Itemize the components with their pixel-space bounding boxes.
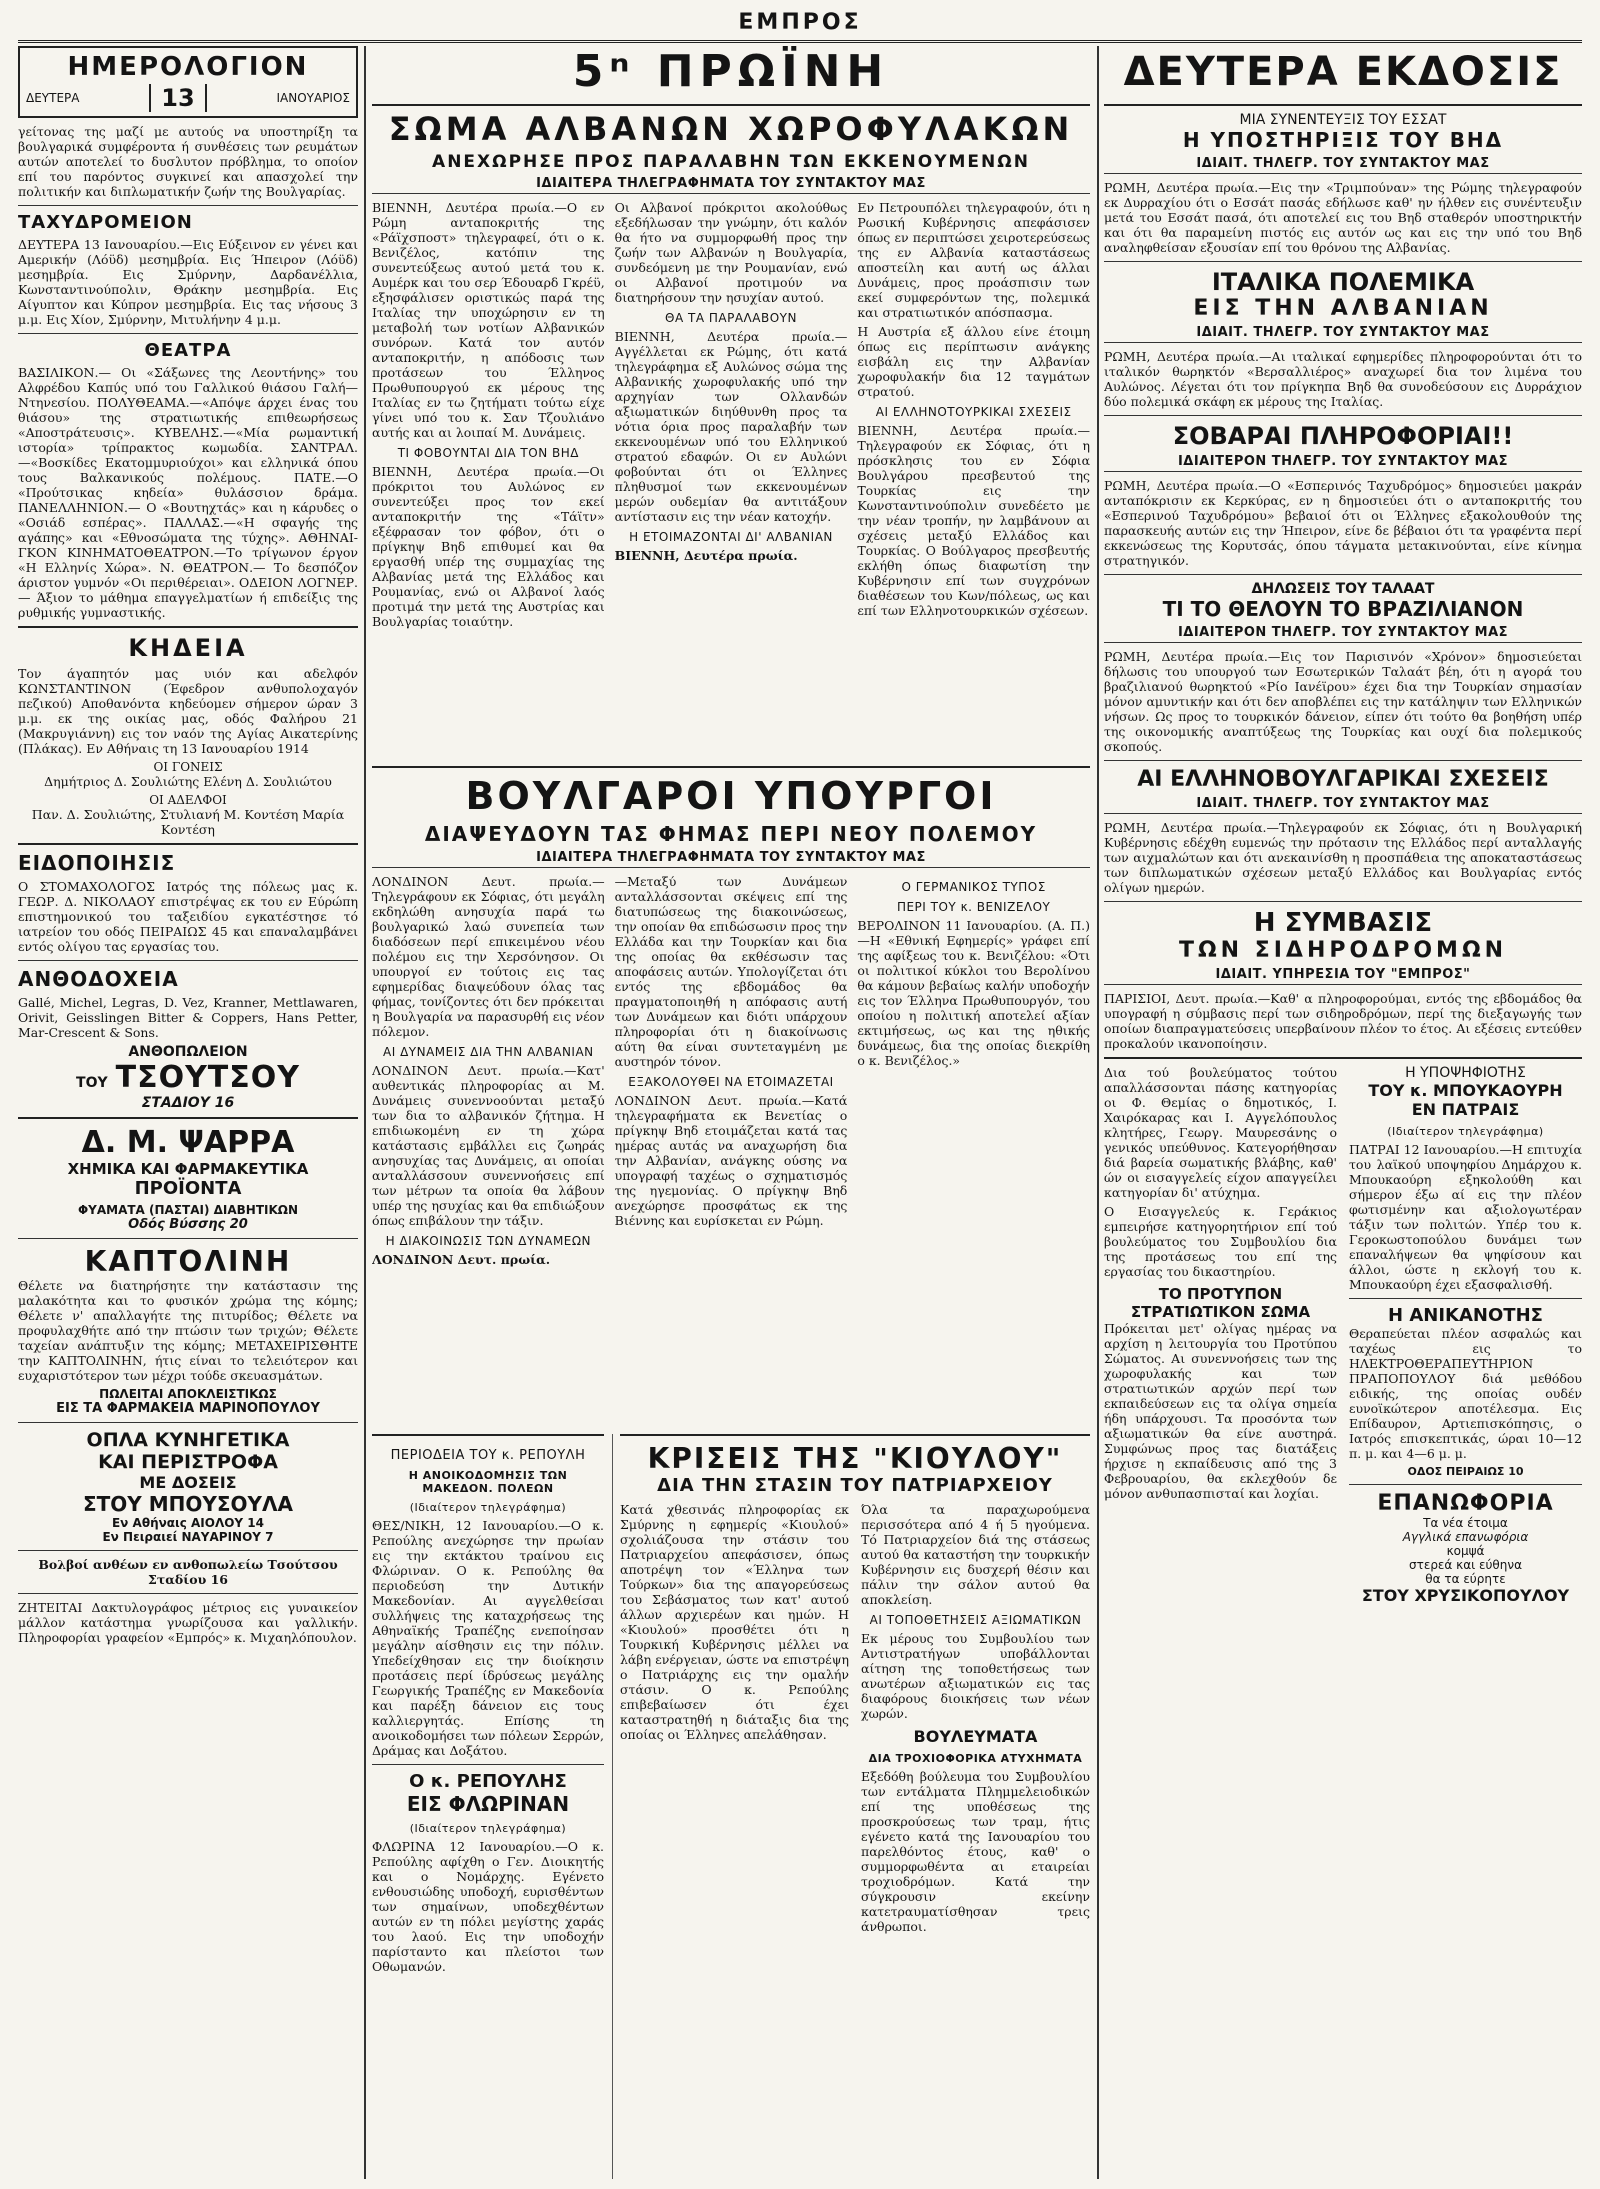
pharmacy-address: Οδός Βύσσης 20 [128, 1217, 248, 1232]
bulgar-subheadline: ΔΙΑΨΕΥΔΟΥΝ ΤΑΣ ΦΗΜΑΣ ΠΕΡΙ ΝΕΟΥ ΠΟΛΕΜΟΥ [424, 822, 1038, 846]
albania-text-c: Εν Πετρουπόλει τηλεγραφούν, ότι η Ρωσική Κυβέρνησις απεφάσισεν όπως εν περιπτώσει χειροτερεύσεως της εν Αλβανία καταστάσεως αποστείλη και αυτή ως άλλαι Δυνάμεις, προς προάσπισιν των εκεί συμφερόντων της, πολεμικά και στρατιωτικόν απόσπασμα. [857, 200, 1090, 320]
masthead [0, 0, 1600, 42]
pharmacy-name: Δ. Μ. ΨΑΡΡΑ [81, 1125, 295, 1160]
repoulis2-title-1: Ο κ. ΡΕΠΟΥΛΗΣ [409, 1771, 567, 1792]
army-headline-1: ΤΟ ΠΡΟΤΥΠΟΝ [1158, 1285, 1283, 1303]
crisis-text-b3: Εξεδόθη βούλευμα του Συμβουλίου των εντάλματα Πλημμελειοδικών επί της υποθέσεως της προσκρούσεως των τραμ, ήτις εγένετο κατά της Ιανουαρίου του παρελθόντος έτους, καθ' ο συμμορφωθέντα αι εταιρείαι τροχιοδρόμων. Κατά την σύγκρουσιν εκείνην κατετραυματίσθησαν τρεις άνθρωποι. [861, 1769, 1090, 1934]
guns-line-1: ΟΠΛΑ ΚΥΝΗΓΕΤΙΚΑ [86, 1429, 290, 1451]
repoulis-title-2: Η ΑΝΟΙΚΟΔΟΜΗΣΙΣ ΤΩΝ ΜΑΚΕΔΟΝ. ΠΟΛΕΩΝ [408, 1469, 568, 1495]
repoulis2-text: ΦΛΩΡΙΝΑ 12 Ιανουαρίου.—Ο κ. Ρεπούλης αφίχθη ο Γεν. Διοικητής και ο Νομάρχης. Εγένετο ενθουσιώδης υποδοχή, ευρισθέντων των σημαίνων, υποδεχθέντων αυτών εν τη πόλει μεγίστης χαράς του λαού. Εις την υποδοχήν παρίσταντο και πλείστοι των Οθωμανών. [372, 1839, 604, 1974]
bulgar-text-c: ΒΕΡΟΛΙΝΟΝ 11 Ιανουαρίου. (Α. Π.)—Η «Εθνική Εφημερίς» γράφει επί της αφίξεως του κ. Βενιζέλου: «Ότι οι πολιτικοί κύκλοι του Βερολίνου θα κάμουν βεβαίως καλήν υποδοχήν εις τον Έλληνα Πρωθυπουργόν, του οποίου η πολιτική αποτελεί αξίαν εκτιμήσεως, ως και της ηθικής δυνάμεως, δια της οποίας διεκρίθη ο κ. Βενιζέλος.» [857, 918, 1090, 1068]
kaptoline-sold: ΠΩΛΕΙΤΑΙ ΑΠΟΚΛΕΙΣΤΙΚΩΣ [99, 1387, 277, 1401]
albania-text-c-note: Η Αυστρία εξ άλλου είνε έτοιμη όπως εις περίπτωσιν ανάγκης εισβάλη εις την Αλβανίαν χωροφυλακήν δια 12 ταγμάτων στρατού. [857, 324, 1090, 399]
flower-shop-address: ΣΤΑΔΙΟΥ 16 [141, 1095, 235, 1111]
essat-headline: Η ΥΠΟΣΤΗΡΙΞΙΣ ΤΟΥ ΒΗΔ [1182, 128, 1504, 152]
bulgar-subhead-a: ΑΙ ΔΥΝΑΜΕΙΣ ΔΙΑ ΤΗΝ ΑΛΒΑΝΙΑΝ [383, 1045, 594, 1059]
talaat-headline: ΤΙ ΤΟ ΘΕΛΟΥΝ ΤΟ ΒΡΑΖΙΛΙΑΝΟΝ [1162, 597, 1524, 621]
candidate-note: (Ιδιαίτερον τηλεγράφημα) [1387, 1125, 1544, 1138]
flower-shop-name: ΤΣΟΥΤΣΟΥ [115, 1060, 300, 1095]
repoulis-note: (Ιδιαίτερον τηλεγράφημα) [409, 1501, 567, 1514]
albania-text-a2: ΒΙΕΝΝΗ, Δευτέρα πρωία.—Οι πρόκριτοι του Αυλώνος εν συνεντεύξει προς τον εκεί ανταποκριτήν της «Τάϊτν» εξέφρασαν τον φόβον, ότι ο πρίγκηψ Βηδ επιθυμεί και θα εργασθή υπέρ της συμμαχίας της Αλβανίας μετά της Ελλάδος και Ρουμανίας, ενώ οι Αλβανοί λαός προτιμά την μετά της Αυστρίας και Βουλγαρίας τοιαύτην. [372, 464, 605, 629]
bulgar-text-a2: ΛΟΝΔΙΝΟΝ Δευτ. πρωία.—Κατ' αυθεντικάς πληροφορίας αι Μ. Δυνάμεις συνεννοούνται μεταξύ των δια το αλβανικόν ζήτημα. Η επιδιωκομένη εν τη χώρα κατάστασις εμβάλλει εις ζωηράς ανησυχίας τας Δυνάμεις, αι οποίαι ανταλλάσσουν συνεννοήσεις επί των μέτρων τα οποία θα λάβουν υπέρ της ησυχίας και θα επιδιώξουν όπως επιβάλουν την τάξιν. [372, 1063, 605, 1228]
italian-text: ΡΩΜΗ, Δευτέρα πρωία.—Αι ιταλικαί εφημερίδες πληροφορούνται ότι το ιταλικόν θωρηκτόν «Βερσαλλιέρος» αναχωρεί δια τον λιμένα του Αυλώνος. Λέγεται ότι τον πρίγκηπα Βηδ θα συνοδεύσουν εις Δυρράχιον δύο πολεμικά σκάφη εκ μέρους της Ιταλίας. [1104, 349, 1582, 409]
serious-wire: ΙΔΙΑΙΤΕΡΟΝ ΤΗΛΕΓΡ. ΤΟΥ ΣΥΝΤΑΚΤΟΥ ΜΑΣ [1104, 454, 1582, 472]
guns-line-3: ΜΕ ΔΟΣΕΙΣ [139, 1473, 237, 1492]
overcoats-line-3: κομψά [1446, 1544, 1485, 1558]
bulgar-subhead-c1: Ο ΓΕΡΜΑΝΙΚΟΣ ΤΥΠΟΣ [901, 880, 1046, 894]
albania-subheadline: ΑΝΕΧΩΡΗΣΕ ΠΡΟΣ ΠΑΡΑΛΑΒΗΝ ΤΩΝ ΕΚΚΕΝΟΥΜΕΝΩΝ [432, 152, 1030, 172]
overcoats-line-1: Τα νέα έτοιμα [1423, 1516, 1508, 1530]
column-rule [364, 46, 366, 2179]
guns-line-2: ΚΑΙ ΠΕΡΙΣΤΡΟΦΑ [98, 1451, 278, 1473]
overcoats-line-4: στερεά και εύθηνα [1409, 1558, 1522, 1572]
florists-text: Gallé, Michel, Legras, D. Vez, Kranner, Mettlawaren, Orivit, Geisslingen Bitter & Coppers, Hans Petter, Mar-Crescent & Sons. [18, 995, 358, 1040]
albania-subhead-c: ΑΙ ΕΛΛΗΝΟΤΟΥΡΚΙΚΑΙ ΣΧΕΣΕΙΣ [875, 405, 1072, 419]
albania-subhead-b3: Η ΕΤΟΙΜΑΖΟΝΤΑΙ ΔΙ' ΑΛΒΑΝΙΑΝ [629, 530, 833, 544]
rail-text: ΠΑΡΙΣΙΟΙ, Δευτ. πρωία.—Καθ' α πληροφορούμαι, εντός της εβδομάδος θα υπογραφή η σύμβασις περί των σιδηροδρόμων, περί της διεξαγωγής των οποίων διαπραγματεύσεις υπερβαίνουν πλέον το έτος. Αι εξέσεις εντεύθεν προκαλούν ικανοποίησιν. [1104, 991, 1582, 1051]
incapacity-address: ΟΔΟΣ ΠΕΙΡΑΙΩΣ 10 [1407, 1465, 1524, 1478]
florists-title: ΑΝΘΟΔΟΧΕΙΑ [18, 967, 179, 991]
overcoats-line-5: θα τα εύρητε [1425, 1572, 1506, 1586]
second-edition-title: ΔΕΥΤΕΡΑ ΕΚΔΟΣΙΣ [1123, 49, 1563, 95]
bulgar-story [372, 766, 1090, 1434]
council-text: Δια τού βουλεύματος τούτου απαλλάσσονται πάσης κατηγορίας οι Φ. Θεμίας ο δημοτικός, Ι. Χαιρόκαρας και Ι. Αγγελόπουλος κλητήρες, Γεωργ. Μαυρεσάνης ο γενικός υπεύθυνος. Κατεγορήθησαν διά βαρεία σωματικής βλάβης, καθ' ών οι εισαγγελείς είχον απαγγείλει κατηγορίαν δι' ατύχημα. [1104, 1065, 1337, 1200]
kaptoline-where: ΕΙΣ ΤΑ ΦΑΡΜΑΚΕΙΑ ΜΑΡΙΝΟΠΟΥΛΟΥ [56, 1401, 320, 1416]
italian-wire: ΙΔΙΑΙΤ. ΤΗΛΕΓΡ. ΤΟΥ ΣΥΝΤΑΚΤΟΥ ΜΑΣ [1104, 325, 1582, 343]
essat-wire: ΙΔΙΑΙΤ. ΤΗΛΕΓΡ. ΤΟΥ ΣΥΝΤΑΚΤΟΥ ΜΑΣ [1104, 156, 1582, 174]
talaat-wire: ΙΔΙΑΙΤΕΡΟΝ ΤΗΛΕΓΡ. ΤΟΥ ΣΥΝΤΑΚΤΟΥ ΜΑΣ [1104, 625, 1582, 643]
crisis-subhead-b: ΑΙ ΤΟΠΟΘΕΤΗΣΕΙΣ ΑΞΙΩΜΑΤΙΚΩΝ [869, 1613, 1082, 1627]
army-text: Πρόκειται μετ' ολίγας ημέρας να αρχίση η λειτουργία του Προτύπου Σώματος. Αι συνεννοήσεις των της χωροφυλακής και των στρατιωτικών αρχών περί των εκπαιδεύσεων εις τα ολίγα σημεία ήδη υπάρχουσι. Τα προσόντα των αξιωματικών θα είνε αυστηρά. Συμφώνως προς τας διατάξεις ήρχισε η εκπαίδευσις από της 3 Φεβρουαρίου, θα εκλεχθούν δε μόνον ανθυπασπισταί και λοχίαι. [1104, 1321, 1337, 1501]
albania-story [372, 110, 1090, 760]
funeral-siblings: Παν. Δ. Σουλιώτης, Στυλιανή Μ. Κοντέση Μαρία Κοντέση [31, 807, 345, 837]
post-text: ΔΕΥΤΕΡΑ 13 Ιανουαρίου.—Εις Εύξεινον εν γένει και Αμερικήν (Λόϋδ) μεσημβρία. Εις Ήπειρον (Λόϋδ) μεσημβρία. Εις Σμύρνην, Δαρδανέλλια, Κωνσταντινούπολιν, Θράκην μεσημβρία. Εις Αίγυπτον και Κύπρον μεσημβρία. Εις τας νήσους 3 μ.μ. Εις Χίον, Σμύρνην, Μιτυλήνην 4 μ.μ. [18, 237, 358, 327]
repoulis2-title-2: ΕΙΣ ΦΛΩΡΙΝΑΝ [406, 1792, 570, 1816]
serious-headline: ΣΟΒΑΡΑΙ ΠΛΗΡΟΦΟΡΙΑΙ!! [1172, 422, 1514, 450]
guns-line-4: ΣΤΟΥ ΜΠΟΥΣΟΥΛΑ [83, 1492, 293, 1516]
candidate-headline-3: ΕΝ ΠΑΤΡΑΙΣ [1411, 1100, 1520, 1119]
notices-title: ΕΙΔΟΠΟΙΗΣΙΣ [18, 851, 176, 875]
greekbulg-headline: ΑΙ ΕΛΛΗΝΟΒΟΥΛΓΑΡΙΚΑΙ ΣΧΕΣΕΙΣ [1137, 767, 1549, 792]
overcoats-where: ΣΤΟΥ ΧΡΥΣΙΚΟΠΟΥΛΟΥ [1361, 1586, 1570, 1605]
bulgar-text-a: ΛΟΝΔΙΝΟΝ Δευτ. πρωία.—Τηλεγράφουν εκ Σόφιας, ότι μεγάλη εκδηλώθη ανησυχία παρά τω βουλγαρικώ λαώ συνεπεία των διαδόσεων περί επικειμένου νέου πολέμου εις την Χερσόνησον. Οι υπουργοί εν τούτοις εις τας εφημερίδας διαψεύδουν όλας τας φήμας, τονίζοντες ότι δεν πρόκειται η Βουλγαρία να παρασυρθή εις νέον πόλεμον. [372, 874, 605, 1039]
funeral-text: Τον άγαπητόν μας υιόν και αδελφόν ΚΩΝΣΤΑΝΤΙΝΟΝ (Έφεδρον ανθυπολοχαγόν πεζικού) Αποθανόντα κηδεύομεν σήμερον ώραν 3 μ.μ. εκ της οικίας μας, οδός Φαλήρου 21 (Μακρυγιάννη) εις τον ναόν της Αγίας Αικατερίνης (Πλάκας). Εν Αθήναις τη 13 Ιανουαρίου 1914 [18, 666, 358, 756]
diary-day: ΔΕΥΤΕΡΑ [26, 91, 80, 105]
candidate-headline-1: Η ΥΠΟΨΗΦΙΟΤΗΣ [1405, 1065, 1526, 1081]
kaptoline-title: ΚΑΠΤΟΛΙΝΗ [84, 1245, 292, 1278]
overcoats-headline: ΕΠΑΝΩΦΟΡΙΑ [1377, 1491, 1554, 1516]
crisis-text-b: Όλα τα παραχωρούμενα περισσότερα από 4 ή 5 ηγούμενα. Τό Πατριαρχείον διά της στάσεως αυτού θα καταστήση την τουρκικήν Κυβέρνησιν εις δυσχερή θέσιν και πάλιν την σάλον αυτού θα αποκλείση. [861, 1502, 1090, 1607]
pharmacy-line-3: ΦΥΑΜΑΤΑ (ΠΑΣΤΑΙ) ΔΙΑΒΗΤΙΚΩΝ [77, 1203, 299, 1217]
crisis-text-b2: Εκ μέρους του Συμβουλίου των Αντιστρατήγων υποβάλλονται αίτηση της τοποθετήσεως των ανωτέρων αξιωματικών εις τας διαφόρους διοικήσεις των νέων χωρών. [861, 1631, 1090, 1721]
essat-subheadline: ΜΙΑ ΣΥΝΕΝΤΕΥΞΙΣ ΤΟΥ ΕΣΣΑΤ [1239, 112, 1447, 128]
bulgar-text-a3: ΛΟΝΔΙΝΟΝ Δευτ. πρωία. [372, 1252, 551, 1267]
repoulis-title-1: ΠΕΡΙΟΔΕΙΑ ΤΟΥ κ. ΡΕΠΟΥΛΗ [390, 1448, 586, 1463]
essat-text: ΡΩΜΗ, Δευτέρα πρωία.—Εις την «Τριμπούναν» της Ρώμης τηλεγραφούν εκ Δυρραχίου ότι ο Εσσάτ πασάς εδήλωσε καθ' ην ήλθεν εις συνέντευξιν μετά του Εσσάτ πασά, ότι αποτελεί εις του Βηδ σταθερόν υποστηρικτήν και ότι θα παραμείνη πιστός εις αυτόν ως και εις την υπό του Βηδ αναληφθείσαν εξουσίαν επί του θρόνου της Αλβανίας. [1104, 180, 1582, 255]
kaptoline-text: Θέλετε να διατηρήσητε την κατάστασιν της μαλακότητα και το φυσικόν χρώμα της κόμης; Θέλετε ν' απαλλαγήτε της πιτυρίδος; Θέλετε να προφυλαχθήτε από την πτώσιν των τριχών; Θέλετε ταχείαν ανάπτυξιν της κόμης; ΜΕΤΑΧΕΙΡΙΣΘΗΤΕ την ΚΑΠΤΟΛΙΝΗΝ, ήτις είναι το τελειότερον και ευχαριστότερον των μέχρι τούδε σκευασμάτων. [18, 1278, 358, 1383]
flower-shop-prefix: ΤΟΥ [76, 1075, 108, 1091]
serious-text: ΡΩΜΗ, Δευτέρα πρωία.—Ο «Εσπερινός Ταχυδρόμος» δημοσιεύει μακράν ανταπόκρισιν εκ Κερκύρας, εν η δημοσιεύει ότι ο ανταποκριτής του «Εσπερινού Ταχυδρόμου» βεβαιοί ότι οι Έλληνες εξακολουθούν της παρασκευής αυτών εις την Ήπειρον, είνε δε βέβαιοι ότι τα γραφέντα περί εκκενώσεως της Κορυτσάς, όπου τάγματα μετακινούνται, είνε κίνημα στρατηγικόν. [1104, 478, 1582, 568]
bulgar-wire: ΙΔΙΑΙΤΕΡΑ ΤΗΛΕΓΡΑΦΗΜΑΤΑ ΤΟΥ ΣΥΝΤΑΚΤΟΥ ΜΑΣ [372, 850, 1090, 868]
notices-text: Ο ΣΤΟΜΑΧΟΛΟΓΟΣ Ιατρός της πόλεως μας κ. ΓΕΩΡ. Δ. ΝΙΚΟΛΑΟΥ επιστρέψας εκ του εν Εύρώπη επιστημονικού του ταξειδίου εγκατέστησε τό ιατρείον του οδός ΠΕΙΡΑΙΩΣ 45 και επαναλαμβάνει εντός ολίγου τας εργασίας του. [18, 879, 358, 954]
rail-wire: ΙΔΙΑΙΤ. ΥΠΗΡΕΣΙΑ ΤΟΥ "ΕΜΠΡΟΣ" [1104, 967, 1582, 985]
talaat-subheadline: ΔΗΛΩΣΕΙΣ ΤΟΥ ΤΑΛΑΑΤ [1251, 581, 1435, 597]
bulgar-text-b: —Μεταξύ των Δυνάμεων ανταλλάσσονται σκέψεις επί της διατυπώσεως της διακοινώσεως, την οποίαν θα επιδώσωσιν προς την Ελλάδα και την Τουρκίαν και δια της οποίας θα εκθέσωσιν τας αποφάσεις αυτών. Υπολογίζεται ότι εντός της εβδομάδος θα πραγματοποιηθή η απόφασις αυτή των Δυνάμεων και διότι υπάρχουν πληροφορίαι ότι η διακοίνωσις αύτη θα είναι συντεταγμένη με αυστηρόν τόνον. [614, 874, 848, 1069]
column-center [372, 46, 1090, 2179]
army-headline-2: ΣΤΡΑΤΙΩΤΙΚΟΝ ΣΩΜΑ [1130, 1303, 1311, 1321]
italian-headline-2: ΕΙΣ ΤΗΝ ΑΛΒΑΝΙΑΝ [1193, 296, 1493, 321]
pharmacy-line-1: ΧΗΜΙΚΑ ΚΑΙ ΦΑΡΜΑΚΕΥΤΙΚΑ [67, 1160, 309, 1178]
incapacity-headline: Η ΑΝΙΚΑΝΟΤΗΣ [1388, 1305, 1543, 1326]
crisis-headline: ΚΡΙΣΕΙΣ ΤΗΣ "ΚΙΟΥΛΟΥ" [647, 1442, 1063, 1475]
diary-date: 13 [149, 84, 206, 112]
albania-subhead-a: ΤΙ ΦΟΒΟΥΝΤΑΙ ΔΙΑ ΤΟΝ ΒΗΔ [397, 446, 579, 460]
top-rule [18, 40, 1582, 43]
bulgar-subhead-c2: ΠΕΡΙ ΤΟΥ κ. ΒΕΝΙΖΕΛΟΥ [896, 900, 1051, 914]
greekbulg-text: ΡΩΜΗ, Δευτέρα πρωία.—Τηλεγραφούν εκ Σόφιας, ότι η Βουλγαρική Κυβέρνησις εδέχθη ευμενώς την πρότασιν της Ελλάδος περί ανταλλαγής των αιχμαλώτων και ότι ανεκαινίσθη η προσπάθεια της αποκαταστάσεως των διπλωματικών σχέσεων μεταξύ Ελλάδος και Βουλγαρίας εντός ολίγων ημερών. [1104, 820, 1582, 895]
bulgar-text-b2: ΛΟΝΔΙΝΟΝ Δευτ. πρωία.—Κατά τηλεγραφήματα εκ Βενετίας ο πρίγκηψ Βηδ ετοιμάζεται κατά τας ημέρας αυτάς να αναχωρήση δια την Αλβανίαν, ανάγκης ούσης να υπογραφή ταχέως ο σχηματισμός της ηγεμονίας. Ο πρίγκηψ Βηδ ανεχώρησε προσφάτως εκ της Βιέννης και ευρίσκεται εν Ρώμη. [614, 1093, 848, 1228]
bulgar-subhead-a3: Η ΔΙΑΚΟΙΝΩΣΙΣ ΤΩΝ ΔΥΝΑΜΕΩΝ [385, 1234, 592, 1248]
column-rule [1097, 46, 1099, 2179]
column-left [18, 46, 358, 2179]
masthead-title: ΕΜΠΡΟΣ [738, 10, 862, 35]
albania-text-b: Οι Αλβανοί πρόκριτοι ακολούθως εξεδήλωσαν την γνώμην, ότι καλόν θα ήτο να συμμορφωθή προς την ζωήν των Αλβανών η Βουλγαρία, συνδεόμενη με την Ρουμανίαν, ενώ οι Αλβανοί προτιμούν να διατηρήσουν την ησυχίαν αυτού. [614, 200, 848, 305]
greekbulg-wire: ΙΔΙΑΙΤ. ΤΗΛΕΓΡ. ΤΟΥ ΣΥΝΤΑΚΤΟΥ ΜΑΣ [1104, 796, 1582, 814]
bulbs-ad: Βολβοί ανθέων εν ανθοπωλείω Τσούτσου Σταδίου 16 [38, 1557, 338, 1587]
funeral-parents: Δημήτριος Δ. Σουλιώτης Ελένη Δ. Σουλιώτου [44, 774, 332, 789]
funeral-siblings-label: ΟΙ ΑΔΕΛΦΟΙ [149, 793, 227, 807]
albania-subhead-b: ΘΑ ΤΑ ΠΑΡΑΛΑΒΟΥΝ [665, 311, 797, 325]
repoulis2-note: (Ιδιαίτερον τηλεγράφημα) [409, 1822, 567, 1835]
diary-title: ΗΜΕΡΟΛΟΓΙΟΝ [67, 52, 309, 82]
post-title: ΤΑΧΥΔΡΟΜΕΙΟΝ [18, 212, 193, 233]
candidate-text: ΠΑΤΡΑΙ 12 Ιανουαρίου.—Η επιτυχία του λαϊκού υποψηφίου Δημάρχου κ. Μπουκαούρη εξηκολούθη και σήμερον έξω αί εις την πλέον φωτισμένην και αξιολογωτέραν τάξιν των πολιτών. Υπέρ του κ. Γεροκωστοπούλου δυνάμει των επαναλήψεων θα ψηφίσουν και άλλοι, ώστε η εκλογή του κ. Μπουκαούρη έχει εξασφαλισθή. [1349, 1142, 1582, 1292]
guns-address-2: Εν Πειραιεί ΝΑΥΑΡΙΝΟΥ 7 [102, 1530, 274, 1544]
rail-headline-2: ΤΩΝ ΣΙΔΗΡΟΔΡΟΜΩΝ [1178, 938, 1508, 963]
diary-box [18, 46, 358, 118]
crisis-subhead-b3-2: ΔΙΑ ΤΡΟΧΙΟΦΟΡΙΚΑ ΑΤΥΧΗΜΑΤΑ [868, 1752, 1083, 1765]
funeral-title: ΚΗΔΕΙΑ [128, 634, 248, 662]
crisis-story [620, 1434, 1090, 2179]
flower-shop-label: ΑΝΘΟΠΩΛΕΙΟΝ [128, 1044, 248, 1060]
edition-title: 5ⁿ ΠΡΩΪΝΗ [572, 46, 890, 97]
column-right [1104, 46, 1582, 2179]
theatre-text: ΒΑΣΙΛΙΚΟΝ.— Οι «Σάξωνες της Λεοντήνης» του Αλφρέδου Καπύς υπό του Γαλλικού θιάσου Γαλή—Ντηνεσίου. ΠΟΛΥΘΕΑΜΑ.—«Απόψε άρχει ένας του θιάσου» της στρατιωτικής επιθεωρήσεως «Αποστράτευσις». ΚΥΒΕΛΗΣ.—«Μία ρωμαντική ιστορία» τρίπρακτος κωμωδία. ΣΑΝΤΡΑΛ.—«Βοσκίδες Εκατομμυριούχοι» και ελληνικά όπου τους Βαλκανικούς πολέμους. ΠΑΤΕ.—Ο «Προύτσικας κηδεία» θυλάσσιον δράμα. ΠΑΝΕΛΛΗΝΙΟΝ.— Ο «Βουτηχτάς» και η κάρυδες ο «Οσιάδ εσπέρας». ΠΑΛΛΑΣ.—«Η σφαγής της αγάπης» και «Εθνοσώματα της τύχης». ΑΘΗΝΑΙ-ΓΚΟΝ ΚΙΝΗΜΑΤΟΘΕΑΤΡΟΝ.—Το τρίγωνον έργον «Η Ελληνίς Χώρα». Ν. ΘΕΑΤΡΟΝ.— Το δεσπόζον άριστον γυμνόν «Οι περιθέρειαι». ΟΔΕΙΟΝ ΛΟΓΝΕΡ.— Άξιον το μάθημα επαγγελματίων ή επιδείξις της ρυθμικής γυμναστικής. [18, 365, 358, 620]
talaat-text: ΡΩΜΗ, Δευτέρα πρωία.—Εις τον Παρισινόν «Χρόνον» δημοσιεύεται δήλωσις του υπουργού των Εσωτερικών Ταλαάτ βέη, ότι η αγορά του βραζιλιανού θωρηκτού «Ρίο Ιανέϊρου» έχει δια την Τουρκίαν σημασίαν μόνον αμυντικήν και ότι δεν αποβλέπει εις την κατάληψιν των Ελληνικών νήσων. Ως προς το τουρκικόν δάνειον, είπεν ότι τούτο θα βοηθήση υπέρ της οικονομικής αναπτύξεως της Τουρκίας και ουχί δια πολεμικούς σκοπούς. [1104, 649, 1582, 754]
bulgar-headline: ΒΟΥΛΓΑΡΟΙ ΥΠΟΥΡΓΟΙ [465, 774, 997, 818]
guns-address-1: Εν Αθήναις ΑΙΟΛΟΥ 14 [111, 1516, 264, 1530]
overcoats-line-2: Αγγλικά επανωφόρια [1402, 1530, 1529, 1544]
albania-text-c2: ΒΙΕΝΝΗ, Δευτέρα πρωία.—Τηλεγραφούν εκ Σόφιας, ότι η πρόσκλησις του εν Σόφια Βουλγάρου πρεσβευτού της Τουρκίας εις την Κωνσταντινούπολιν συνεδέετο με την νέαν τροπήν, ην λαμβάνουν αι σχέσεις μεταξύ Ελλάδος και Τουρκίας. Ο Βούλγαρος πρεσβευτής εκλήθη όπως διαφωτίση την Κυβέρνησιν επί των συγχρόνων διαθέσεων του Κων/πόλεως, ως και επί των Ελληνοτουρκικών σχέσεων. [857, 423, 1090, 618]
pharmacy-line-2: ΠΡΟΪΟΝΤΑ [134, 1178, 242, 1199]
repoulis-story [372, 1434, 604, 2179]
albania-wire: ΙΔΙΑΙΤΕΡΑ ΤΗΛΕΓΡΑΦΗΜΑΤΑ ΤΟΥ ΣΥΝΤΑΚΤΟΥ ΜΑΣ [372, 176, 1090, 194]
repoulis-text: ΘΕΣ/ΝΙΚΗ, 12 Ιανουαρίου.—Ο κ. Ρεπούλης ανεχώρησε την πρωίαν εις την εκτάκτου τραίνου εις Φλώριναν. Ο κ. Ρεπούλης θα περιοδεύση την Δυτικήν Μακεδονίαν. Αι αγγελθείσαι συλλήψεις της καταχρήσεως της Αθηναϊκής Τραπέζης ενεποίησαν μεγάλην αίσθησιν εις την πόλιν. Υπεδείχθησαν εις την διοίκησιν προτάσεις περί ίδρύσεως μεγάλης Γεωργικής Τραπέζης εν Μακεδονία και παρέξη δάνειον εις τους καλλιεργητάς. Επίσης τη ανοικοδομήσει των πόλεων Σερρών, Δράμας και Δοξάτου. [372, 1518, 604, 1758]
diary-month: ΙΑΝΟΥΑΡΙΟΣ [276, 91, 350, 105]
candidate-headline-2: ΤΟΥ κ. ΜΠΟΥΚΑΟΥΡΗ [1368, 1081, 1563, 1100]
rail-headline-1: Η ΣΥΜΒΑΣΙΣ [1253, 908, 1433, 938]
crisis-subhead-b3-1: ΒΟΥΛΕΥΜΑΤΑ [913, 1727, 1038, 1746]
wanted-ad: ΖΗΤΕΙΤΑΙ Δακτυλογράφος μέτριος εις γυναικείον μάλλον κατάστημα γνωρίζουσα και γαλλικήν. Πληροφορίαι γραφείον «Εμπρός» κ. Μιχαηλόπουλον. [18, 1600, 358, 1645]
albania-text-a: ΒΙΕΝΝΗ, Δευτέρα πρωία.—Ο εν Ρώμη ανταποκριτής της «Ράϊχσποστ» τηλεγραφεί, ότι ο κ. Βενιζέλος, κατόπιν της συνεντεύξεως αυτού μετά του κ. Αυμέρκ και του σερ Έδουαρδ Γκρέϋ, εξησφάλισεν οριστικώς παρά της Ιταλίας την υποχώρησιν εν τη μεταβολή των νοτίων Αλβανικών συνόρων. Κατά τον αυτόν ανταποκριτήν, η απόδοσις των προτάσεων του Έλληνος Πρωθυπουργού εκ μέρους της Ιταλίας εν τω ζητήματι τούτω είχε γίνει υπό του κ. Σαν Τζουλιάνο αυτής και αι λοιπαί Μ. Δυνάμεις. [372, 200, 605, 440]
crisis-subheadline: ΔΙΑ ΤΗΝ ΣΤΑΣΙΝ ΤΟΥ ΠΑΤΡΙΑΡΧΕΙΟΥ [657, 1475, 1053, 1496]
funeral-parents-label: ΟΙ ΓΟΝΕΙΣ [153, 760, 223, 774]
albania-text-b2: ΒΙΕΝΝΗ, Δευτέρα πρωία.—Αγγέλλεται εκ Ρώμης, ότι κατά τηλεγράφημα εξ Αυλώνος σώμα της Αλβανικής χωροφυλακής υπό την αρχηγίαν των Ολλανδών αξιωματικών διηύθυνθη προς τα νότια όρια προς παραλαβήν των εκκενουμένων υπό του Ελληνικού στρατού εδαφών. Οι εν Αυλώνι φοβούνται ότι οι Έλληνες πληθυσμοί των εκκενουμένων μερών ουδεμίαν θα αντιτάξουν αντίστασιν εις την νέαν κατοχήν. [614, 329, 848, 524]
council-text-b: Ο Εισαγγελεύς κ. Γεράκιος εμπειρήσε κατηγορητήριον επί τού βουλεύματος του Συμβουλίου δια της προτάσεως του επί της εργασίας του δικαστηρίου. [1104, 1204, 1337, 1279]
story-rule [612, 1434, 613, 2179]
theatre-title: ΘΕΑΤΡΑ [144, 340, 232, 361]
albania-headline: ΣΩΜΑ ΑΛΒΑΝΩΝ ΧΩΡΟΦΥΛΑΚΩΝ [388, 110, 1074, 148]
incapacity-text: Θεραπεύεται πλέον ασφαλώς και ταχέως εις το ΗΛΕΚΤΡΟΘΕΡΑΠΕΥΤΗΡΙΟΝ ΠΡΑΠΟΠΟΥΛΟΥ διά μεθόδου ειδικής, της οποίας ουδέν ευνοϊκώτερον αποτέλεσμα. Εις Επίδαυρον, Αρτιεπισκόπησις, ο Ιατρός επισκεπτικάς, ώραι 10—12 π. μ. και 4—6 μ. μ. [1349, 1326, 1582, 1461]
intro-text: γείτονας της μαζί με αυτούς να υποστηρίξη τα βουλγαρικά συμφέροντα ή συνθέσεις των ρευμάτων αυτών αποτελεί το δυσλυτον πρόβλημα, το οποίον επί του παρόντος συγκινεί και απασχολεί την πολιτικήν και διπλωματικήν ζωήν της Βουλγαρίας. [18, 124, 358, 199]
albania-text-b3: ΒΙΕΝΝΗ, Δευτέρα πρωία. [614, 548, 798, 563]
crisis-text-a: Κατά χθεσινάς πληροφορίας εκ Σμύρνης η εφημερίς «Κιουλού» σχολιάζουσα την στάσιν του Πατριαρχείου απεφάσισεν, όπως αποτρέψη τον «Έλληνα των Τούρκων» δια της απαγορεύσεως του Σεβάσματος των κατ' αυτού άλλων αρχιερέων και ημών. Η «Κιουλού» προσθέτει ότι η Τουρκική Κυβέρνησις μέλλει να λάβη ενέργειαν, ώστε να επιστρέψη ο Πατριάρχης εις την ομαλήν στάσιν. Ο κ. Ρεπούλης επιβεβαίωσεν ότι έχει καταστρατηθή η διάταξις δια της οποίας οι Έλληνες απελάθησαν. [620, 1502, 849, 1742]
bulgar-subhead-b: ΕΞΑΚΟΛΟΥΘΕΙ ΝΑ ΕΤΟΙΜΑΖΕΤΑΙ [628, 1075, 834, 1089]
italian-headline-1: ΙΤΑΛΙΚΑ ΠΟΛΕΜΙΚΑ [1211, 268, 1475, 296]
